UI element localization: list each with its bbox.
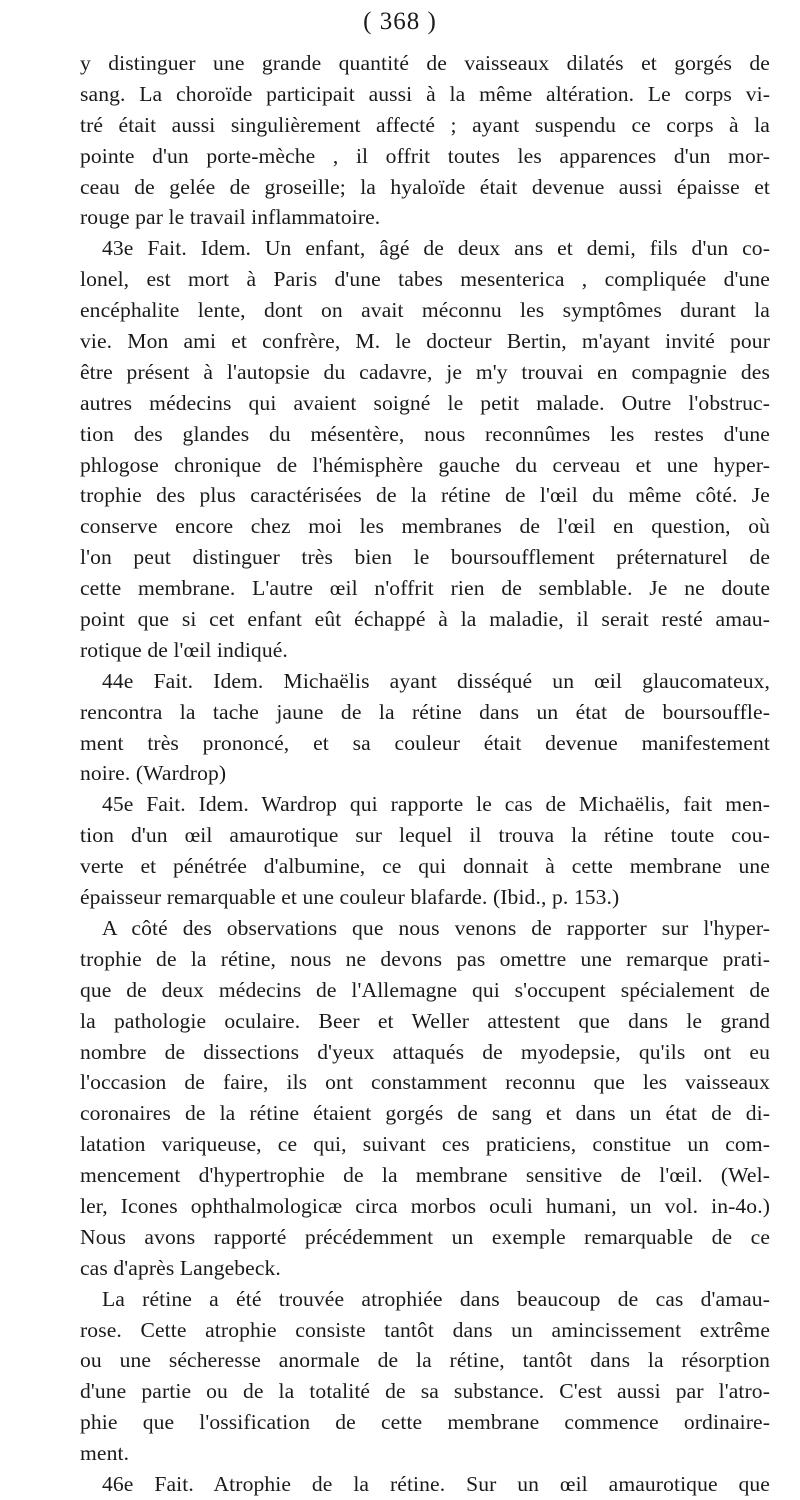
text-line: être présent à l'autopsie du cadavre, je m'y trouvai en compagnie des	[80, 359, 770, 384]
text-line: 46e Fait. Atrophie de la rétine. Sur un œil amaurotique que	[102, 1471, 770, 1496]
text-line: vie. Mon ami et confrère, M. le docteur Bertin, m'ayant invité pour	[80, 329, 770, 354]
text-line: que de deux médecins de l'Allemagne qui s'occupent spécialement de	[80, 977, 770, 1002]
text-line: trophie des plus caractérisées de la rétine de l'œil du même côté. Je	[80, 483, 770, 508]
text-line: trophie de la rétine, nous ne devons pas omettre une remarque prati-	[80, 946, 770, 971]
text-line: verte et pénétrée d'albumine, ce qui donnait à cette membrane une	[80, 854, 770, 879]
text-line: pointe d'un porte-mèche , il offrit toutes les apparences d'un mor-	[80, 143, 770, 168]
text-line: ou une sécheresse anormale de la rétine, tantôt dans la résorption	[80, 1348, 770, 1373]
text-line: Nous avons rapporté précédemment un exemple remarquable de ce	[80, 1224, 770, 1249]
text-line: 45e Fait. Idem. Wardrop qui rapporte le cas de Michaëlis, fait men-	[102, 792, 770, 817]
text-line: épaisseur remarquable et une couleur blafarde. (Ibid., p. 153.)	[80, 885, 620, 910]
text-line: autres médecins qui avaient soigné le petit malade. Outre l'obstruc-	[80, 390, 770, 415]
page-number: ( 368 )	[363, 8, 437, 35]
text-line: point que si cet enfant eût échappé à la maladie, il serait resté amau-	[80, 607, 770, 632]
text-line: ment.	[80, 1441, 130, 1466]
text-line: ment très prononcé, et sa couleur était devenue manifestement	[80, 730, 770, 755]
text-line: ler, Icones ophthalmologicæ circa morbos oculi humani, un vol. in-4o.)	[80, 1193, 770, 1218]
text-line: rotique de l'œil indiqué.	[80, 637, 288, 662]
text-line: rose. Cette atrophie consiste tantôt dans un amincissement extrême	[80, 1317, 770, 1342]
text-line: tion d'un œil amaurotique sur lequel il trouva la rétine toute cou-	[80, 823, 770, 848]
text-line: phie que l'ossification de cette membrane commence ordinaire-	[80, 1410, 770, 1435]
text-line: noire. (Wardrop)	[80, 761, 227, 786]
text-line: A côté des observations que nous venons de rapporter sur l'hyper-	[102, 915, 770, 940]
text-line: encéphalite lente, dont on avait méconnu les symptômes durant la	[80, 298, 770, 323]
text-line: nombre de dissections d'yeux attaqués de myodepsie, qu'ils ont eu	[80, 1039, 770, 1064]
text-line: mencement d'hypertrophie de la membrane sensitive de l'œil. (Wel-	[80, 1163, 770, 1188]
text-line: latation variqueuse, ce qui, suivant ces praticiens, constitue un com-	[80, 1132, 770, 1157]
text-line: coronaires de la rétine étaient gorgés de sang et dans un état de di-	[80, 1101, 770, 1126]
text-line: phlogose chronique de l'hémisphère gauche du cerveau et une hyper-	[80, 452, 770, 477]
body-text	[80, 48, 770, 1500]
text-line: rencontra la tache jaune de la rétine dans un état de boursouffle-	[80, 699, 770, 724]
text-line: ceau de gelée de groseille; la hyaloïde était devenue aussi épaisse et	[80, 174, 770, 199]
text-line: tion des glandes du mésentère, nous reconnûmes les restes d'une	[80, 421, 770, 446]
text-line: 44e Fait. Idem. Michaëlis ayant disséqué un œil glaucomateux,	[102, 668, 770, 693]
text-line: y distinguer une grande quantité de vaisseaux dilatés et gorgés de	[80, 51, 770, 75]
text-line: La rétine a été trouvée atrophiée dans beaucoup de cas d'amau-	[102, 1286, 770, 1311]
text-line: lonel, est mort à Paris d'une tabes mesenterica , compliquée d'une	[80, 267, 770, 292]
text-line: la pathologie oculaire. Beer et Weller attestent que dans le grand	[80, 1008, 770, 1033]
text-line: tré était aussi singulièrement affecté ; ayant suspendu ce corps à la	[80, 112, 770, 137]
text-line: cas d'après Langebeck.	[80, 1255, 281, 1280]
text-line: conserve encore chez moi les membranes de l'œil en question, où	[80, 514, 770, 539]
text-line: d'une partie ou de la totalité de sa substance. C'est aussi par l'atro-	[80, 1379, 770, 1404]
text-line: sang. La choroïde participait aussi à la même altération. Le corps vi-	[80, 81, 770, 106]
text-line: 43e Fait. Idem. Un enfant, âgé de deux ans et demi, fils d'un co-	[102, 236, 770, 261]
text-line: cette membrane. L'autre œil n'offrit rien de semblable. Je ne doute	[80, 576, 770, 601]
text-line: l'occasion de faire, ils ont constamment reconnu que les vaisseaux	[80, 1070, 770, 1095]
text-line: l'on peut distinguer très bien le boursoufflement préternaturel de	[80, 545, 770, 570]
text-line: rouge par le travail inflammatoire.	[80, 205, 381, 230]
